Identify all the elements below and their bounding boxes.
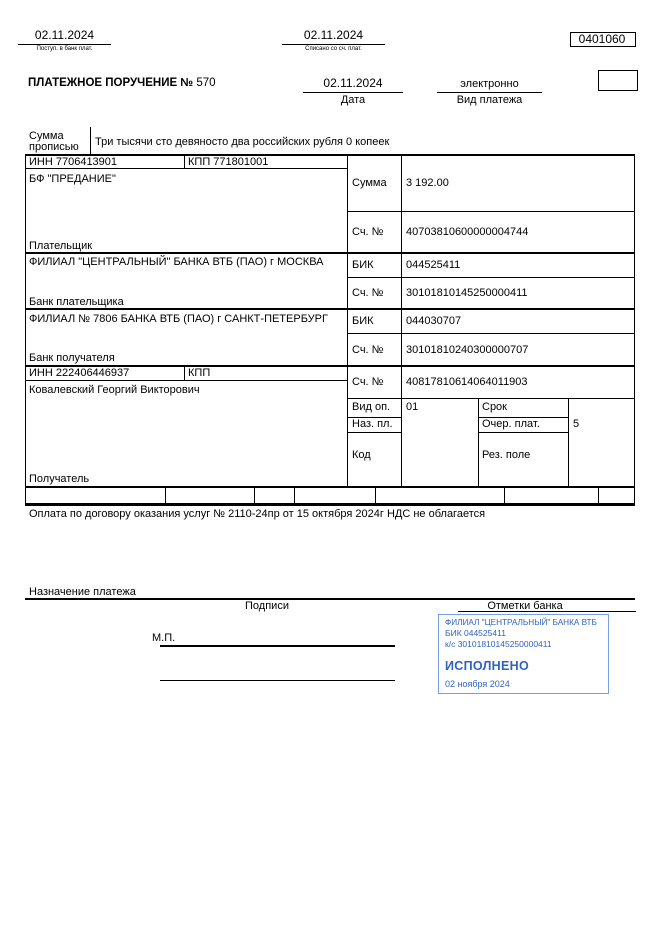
form-code: 0401060 [578,32,626,46]
payer-bank-account: 30101810145250000411 [406,287,528,299]
payee-label: Получатель [29,472,90,485]
naz-pl-bottom-border [347,432,401,433]
payer-bank-section-border [25,308,635,310]
payee-bank-name: ФИЛИАЛ № 7806 БАНКА ВТБ (ПАО) г САНКТ-ПЕТЕРБУРГ [29,312,328,325]
payer-bank-label: Банк плательщика [29,295,124,308]
priority-label: Очер. плат. [482,418,540,430]
grid-divider-left [478,398,479,486]
payer-kpp: КПП 771801001 [188,155,269,168]
stamp-bik: БИК 044525411 [445,628,506,638]
payee-inn: ИНН 222406446937 [29,367,130,379]
received-date-label: Поступ. в банк плат. [36,45,93,52]
grid-divider-right [568,398,569,486]
stamp-bank-name: ФИЛИАЛ "ЦЕНТРАЛЬНЫЙ" БАНКА ВТБ [445,617,597,627]
payee-inn-row-border [25,380,347,381]
payer-bank-bik-label: БИК [352,259,374,271]
empty-row-divider-2 [254,486,255,503]
payer-bank-name: ФИЛИАЛ "ЦЕНТРАЛЬНЫЙ" БАНКА ВТБ (ПАО) г МОСКВА [29,256,324,268]
priority-bottom-border [478,432,568,433]
document-date-underline [303,92,403,93]
purpose-text: Оплата по договору оказания услуг № 2110-24пр от 15 октября 2024г НДС не облагается [29,507,486,520]
stamp-corr-account: к/с 30101810145250000411 [445,638,552,649]
amount-label: Сумма [352,176,387,189]
payer-section-border [25,252,635,254]
empty-row-divider-6 [598,486,599,503]
payee-bank-account-label: Сч. № [352,343,384,356]
payer-bank-bik: 044525411 [406,259,461,271]
title-text: ПЛАТЕЖНОЕ ПОРУЧЕНИЕ № [28,76,194,89]
op-kind-value: 01 [406,400,419,413]
payee-bank-label: Банк получателя [29,352,115,364]
payee-bank-bik-label: БИК [352,315,374,327]
payer-inn-kpp-divider [184,154,185,168]
signature-line-1 [160,645,395,647]
form-code-box [570,32,636,47]
amount-value: 3 192.00 [406,176,449,189]
status-box-empty [598,70,638,91]
payer-bank-account-label: Сч. № [352,287,384,299]
payment-kind-underline [437,92,542,93]
table-left-border [25,154,26,506]
payee-section-border [25,486,635,488]
payee-bank-bik: 044030707 [406,315,462,327]
payee-account: 40817810614064011903 [406,376,528,388]
empty-row-divider-1 [165,486,166,503]
payee-bank-bik-row-border [347,333,635,334]
priority-value: 5 [573,418,580,430]
bank-marks-label: Отметки банка [487,599,563,612]
table-main-divider [347,154,348,487]
stamp-status: ИСПОЛНЕНО [445,659,529,673]
document-title [28,77,216,90]
document-date-label: Дата [340,93,366,106]
received-date-underline [18,44,111,45]
payer-name: БФ "ПРЕДАНИЕ" [29,172,116,185]
code-label: Код [352,448,371,461]
purpose-label: Назначение платежа [29,585,136,598]
payee-kpp-label: КПП [188,367,211,379]
payment-kind-label: Вид платежа [456,93,523,106]
payee-account-label: Сч. № [352,376,384,388]
payer-account: 40703810600000004744 [406,226,529,238]
bank-stamp [438,614,609,694]
op-kind-label: Вид оп. [352,400,391,413]
table-bottom-border [25,503,635,506]
empty-row-divider-5 [504,486,505,503]
signatures-label: Подписи [245,600,289,612]
payment-kind: электронно [460,77,519,90]
naz-pl-label: Наз. пл. [352,418,393,430]
seal-label: М.П. [152,631,176,644]
amount-words-label: Сумма прописью [29,129,79,153]
empty-row-divider-4 [375,486,376,503]
signature-line-2 [160,680,395,682]
document-number: 570 [196,76,216,89]
amount-row-border [347,211,635,212]
received-date: 02.11.2024 [34,27,95,42]
label-value-divider [401,154,402,487]
op-row-top-border [347,398,635,399]
payee-inn-kpp-divider [184,365,185,380]
empty-row-divider-3 [294,486,295,503]
payer-account-label: Сч. № [352,226,384,238]
term-label: Срок [482,400,507,413]
table-right-border [634,154,635,506]
amount-words-divider [90,127,91,154]
document-date: 02.11.2024 [323,76,383,90]
reserve-label: Рез. поле [482,448,531,461]
debited-date-underline [282,44,385,45]
payer-label: Плательщик [29,240,93,252]
payer-bank-bik-row-border [347,277,635,278]
payer-inn: ИНН 7706413901 [29,155,118,168]
stamp-date: 02 ноября 2024 [445,679,510,689]
amount-words-value: Три тысячи сто девяносто два российских рубля 0 копеек [95,136,390,148]
payee-bank-account: 30101810240300000707 [406,343,529,356]
payee-name: Ковалевский Георгий Викторович [29,384,200,396]
debited-date: 02.11.2024 [303,27,364,42]
bank-marks-underline [458,611,636,612]
debited-date-label: Списано со сч. плат. [305,45,362,52]
